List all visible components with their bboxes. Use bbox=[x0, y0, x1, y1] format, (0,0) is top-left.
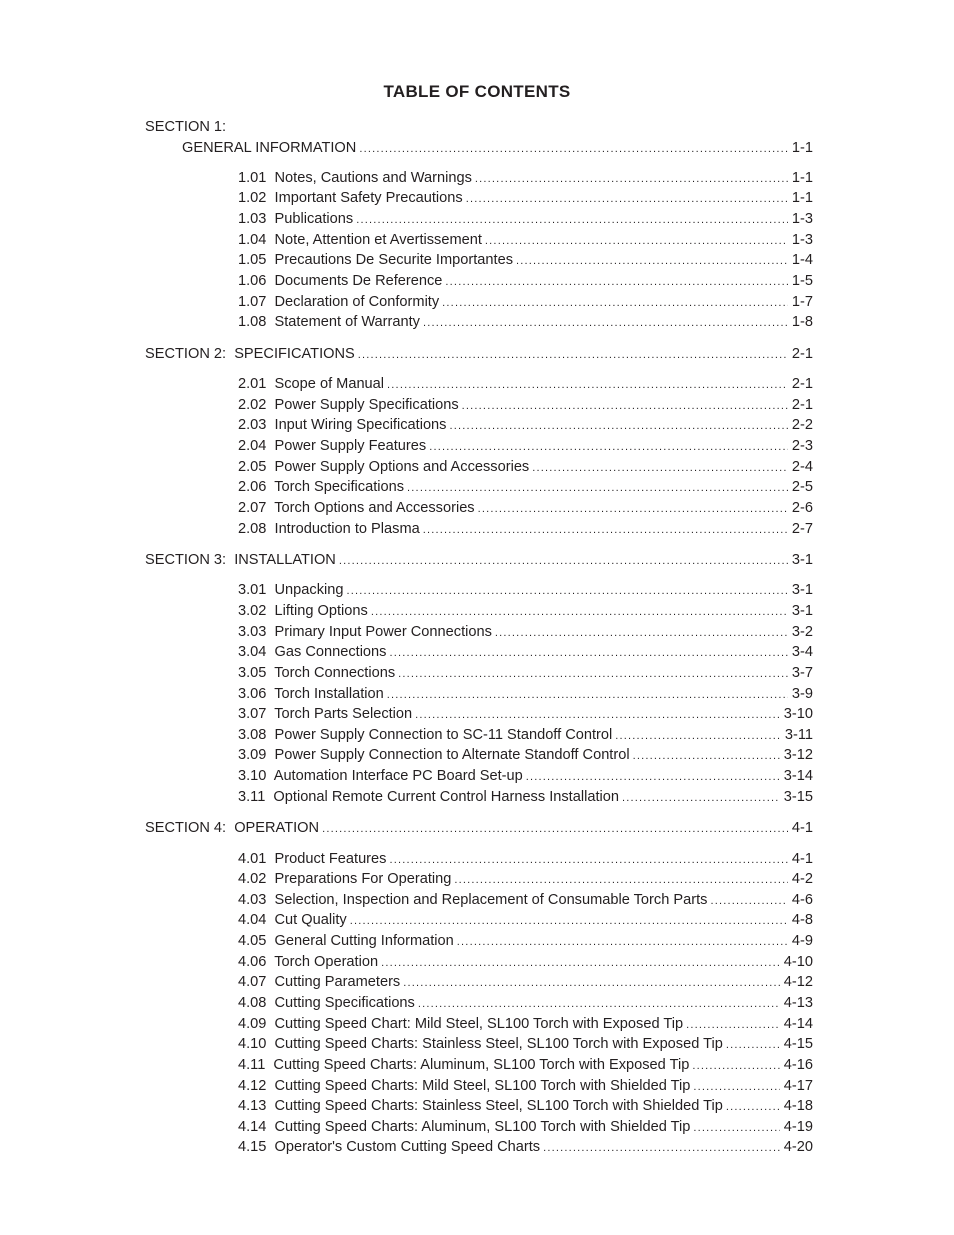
toc-entry[interactable] bbox=[145, 849, 813, 870]
dot-leader bbox=[726, 1097, 780, 1118]
section-entry[interactable] bbox=[145, 818, 813, 839]
section-entry[interactable] bbox=[145, 550, 813, 571]
page-number: 2-1 bbox=[791, 345, 813, 362]
page-number: 1-4 bbox=[791, 252, 813, 269]
dot-leader bbox=[615, 726, 781, 747]
toc-entry[interactable] bbox=[145, 230, 813, 251]
subsection-list bbox=[145, 374, 813, 539]
page-number: 4-18 bbox=[783, 1098, 813, 1115]
toc-entry[interactable] bbox=[145, 415, 813, 436]
toc-entry[interactable] bbox=[145, 642, 813, 663]
entry-title: 3.02 Lifting Options bbox=[238, 602, 368, 619]
toc-entry[interactable] bbox=[145, 519, 813, 540]
toc-entry[interactable] bbox=[145, 1096, 813, 1117]
dot-leader bbox=[389, 643, 787, 664]
dot-leader bbox=[543, 1138, 780, 1159]
dot-leader bbox=[526, 767, 780, 788]
page-number: 3-7 bbox=[791, 664, 813, 681]
dot-leader bbox=[423, 313, 788, 334]
toc-entry[interactable] bbox=[145, 1076, 813, 1097]
toc-entry[interactable] bbox=[145, 498, 813, 519]
page-number: 4-2 bbox=[791, 871, 813, 888]
entry-title: 4.04 Cut Quality bbox=[238, 912, 347, 929]
dot-leader bbox=[346, 581, 787, 602]
entry-title: 3.09 Power Supply Connection to Alternate Standoff Control bbox=[238, 747, 630, 764]
entry-title: 2.04 Power Supply Features bbox=[238, 437, 427, 454]
entry-title: 2.01 Scope of Manual bbox=[238, 376, 385, 393]
dot-leader bbox=[407, 478, 788, 499]
toc-section bbox=[145, 117, 813, 333]
page-number: 4-9 bbox=[791, 933, 813, 950]
dot-leader bbox=[516, 251, 788, 272]
dot-leader bbox=[350, 911, 788, 932]
dot-leader bbox=[359, 139, 788, 160]
toc-entry[interactable] bbox=[145, 374, 813, 395]
toc-entry[interactable] bbox=[145, 972, 813, 993]
toc-entry[interactable] bbox=[145, 271, 813, 292]
dot-leader bbox=[423, 520, 788, 541]
page-number: 3-1 bbox=[791, 552, 813, 569]
page-number: 3-1 bbox=[791, 602, 813, 619]
toc-entry[interactable] bbox=[145, 993, 813, 1014]
toc-entry[interactable] bbox=[145, 931, 813, 952]
toc-entry[interactable] bbox=[145, 457, 813, 478]
toc-section bbox=[145, 818, 813, 1158]
page-number: 3-14 bbox=[783, 768, 813, 785]
subsection-list bbox=[145, 168, 813, 333]
dot-leader bbox=[466, 189, 788, 210]
subsection-list bbox=[145, 580, 813, 807]
dot-leader bbox=[710, 891, 787, 912]
entry-title: 4.12 Cutting Speed Charts: Mild Steel, SL100 Torch with Shielded Tip bbox=[238, 1077, 691, 1094]
entry-title: 1.04 Note, Attention et Avertissement bbox=[238, 231, 482, 248]
toc-entry[interactable] bbox=[145, 188, 813, 209]
dot-leader bbox=[633, 746, 780, 767]
dot-leader bbox=[358, 345, 788, 366]
dot-leader bbox=[381, 953, 780, 974]
page-number: 3-2 bbox=[791, 623, 813, 640]
page-number: 3-11 bbox=[784, 726, 813, 743]
dot-leader bbox=[457, 932, 788, 953]
toc-entry[interactable] bbox=[145, 869, 813, 890]
page-number: 2-7 bbox=[791, 520, 813, 537]
dot-leader bbox=[403, 973, 780, 994]
entry-title: 1.01 Notes, Cautions and Warnings bbox=[238, 169, 472, 186]
toc-section bbox=[145, 550, 813, 807]
dot-leader bbox=[415, 705, 780, 726]
entry-title: 1.05 Precautions De Securite Importantes bbox=[238, 252, 513, 269]
toc-entry[interactable] bbox=[145, 704, 813, 725]
entry-title: 2.07 Torch Options and Accessories bbox=[238, 499, 475, 516]
page-number: 2-6 bbox=[791, 499, 813, 516]
toc-entry[interactable] bbox=[145, 622, 813, 643]
toc-entry[interactable] bbox=[145, 684, 813, 705]
toc-entry[interactable] bbox=[145, 1055, 813, 1076]
page-number: 4-10 bbox=[783, 953, 813, 970]
entry-title: 2.05 Power Supply Options and Accessories bbox=[238, 458, 530, 475]
entry-title: 3.08 Power Supply Connection to SC-11 Standoff Control bbox=[238, 726, 613, 743]
dot-leader bbox=[356, 210, 788, 231]
subsection-list bbox=[145, 849, 813, 1159]
entry-title: 2.03 Input Wiring Specifications bbox=[238, 417, 447, 434]
page-number: 1-3 bbox=[791, 211, 813, 228]
entry-title: 1.02 Important Safety Precautions bbox=[238, 190, 463, 207]
dot-leader bbox=[532, 458, 788, 479]
dot-leader bbox=[454, 870, 788, 891]
page-title: TABLE OF CONTENTS bbox=[383, 82, 571, 101]
dot-leader bbox=[418, 994, 780, 1015]
toc-entry[interactable] bbox=[145, 477, 813, 498]
toc-entry[interactable] bbox=[145, 725, 813, 746]
section-heading: SECTION 1: bbox=[145, 119, 227, 135]
entry-title: 2.02 Power Supply Specifications bbox=[238, 396, 459, 413]
entry-title: 2.08 Introduction to Plasma bbox=[238, 520, 420, 537]
dot-leader bbox=[478, 499, 788, 520]
dot-leader bbox=[693, 1118, 779, 1139]
entry-title: 4.10 Cutting Speed Charts: Stainless Steel, SL100 Torch with Exposed Tip bbox=[238, 1036, 723, 1053]
page-number: 1-3 bbox=[791, 231, 813, 248]
page-number: 4-14 bbox=[783, 1015, 813, 1032]
page-number: 2-1 bbox=[791, 376, 813, 393]
entry-title: 4.11 Cutting Speed Charts: Aluminum, SL100 Torch with Exposed Tip bbox=[238, 1056, 690, 1073]
entry-title: SECTION 4: OPERATION bbox=[145, 820, 320, 837]
dot-leader bbox=[371, 602, 788, 623]
page-number: 4-15 bbox=[783, 1036, 813, 1053]
toc-entry[interactable] bbox=[145, 890, 813, 911]
entry-title: 3.01 Unpacking bbox=[238, 582, 344, 599]
page-number: 3-10 bbox=[783, 706, 813, 723]
entry-title: 4.03 Selection, Inspection and Replacement of Consumable Torch Parts bbox=[238, 891, 708, 908]
dot-leader bbox=[387, 685, 788, 706]
toc-entry[interactable] bbox=[145, 209, 813, 230]
dot-leader bbox=[692, 1056, 779, 1077]
toc-entry[interactable] bbox=[145, 1034, 813, 1055]
entry-title: 4.05 General Cutting Information bbox=[238, 933, 454, 950]
section-entry[interactable] bbox=[145, 344, 813, 365]
dot-leader bbox=[398, 664, 788, 685]
page-number: 3-12 bbox=[783, 747, 813, 764]
dot-leader bbox=[622, 788, 780, 809]
toc-entry[interactable] bbox=[145, 312, 813, 333]
page-number: 4-19 bbox=[783, 1118, 813, 1135]
toc-entry[interactable] bbox=[145, 1137, 813, 1158]
entry-title: 3.11 Optional Remote Current Control Harness Installation bbox=[238, 788, 619, 805]
dot-leader bbox=[686, 1015, 780, 1036]
page-number: 2-5 bbox=[791, 479, 813, 496]
entry-title: 3.07 Torch Parts Selection bbox=[238, 706, 413, 723]
entry-title: 1.03 Publications bbox=[238, 211, 354, 228]
toc-entry[interactable] bbox=[145, 168, 813, 189]
entry-title: 1.06 Documents De Reference bbox=[238, 272, 443, 289]
toc-entry[interactable] bbox=[145, 250, 813, 271]
entry-title: 3.06 Torch Installation bbox=[238, 685, 384, 702]
entry-title: SECTION 3: INSTALLATION bbox=[145, 552, 336, 569]
entry-title: 4.08 Cutting Specifications bbox=[238, 994, 415, 1011]
toc-entry[interactable] bbox=[145, 395, 813, 416]
dot-leader bbox=[442, 293, 788, 314]
dot-leader bbox=[475, 169, 788, 190]
toc-entry[interactable] bbox=[145, 1117, 813, 1138]
page-number: 1-1 bbox=[791, 139, 813, 156]
entry-title: 4.01 Product Features bbox=[238, 850, 387, 867]
entry-title: 3.10 Automation Interface PC Board Set-up bbox=[238, 768, 523, 785]
dot-leader bbox=[693, 1077, 779, 1098]
toc-entry[interactable] bbox=[145, 745, 813, 766]
page-number: 3-4 bbox=[791, 644, 813, 661]
dot-leader bbox=[445, 272, 787, 293]
dot-leader bbox=[449, 416, 787, 437]
entry-title: 1.08 Statement of Warranty bbox=[238, 314, 420, 331]
dot-leader bbox=[726, 1035, 780, 1056]
entry-title: GENERAL INFORMATION bbox=[182, 139, 357, 156]
toc-entry[interactable] bbox=[145, 663, 813, 684]
entry-title: 4.09 Cutting Speed Chart: Mild Steel, SL100 Torch with Exposed Tip bbox=[238, 1015, 684, 1032]
toc-section bbox=[145, 344, 813, 539]
dot-leader bbox=[485, 231, 788, 252]
toc-entry[interactable] bbox=[145, 1014, 813, 1035]
page-number: 4-17 bbox=[783, 1077, 813, 1094]
page-number: 1-7 bbox=[791, 293, 813, 310]
page-number: 1-5 bbox=[791, 272, 813, 289]
page-number: 3-15 bbox=[783, 788, 813, 805]
page-number: 4-12 bbox=[783, 974, 813, 991]
page-number: 2-2 bbox=[791, 417, 813, 434]
toc-entry[interactable] bbox=[145, 436, 813, 457]
section-entry[interactable] bbox=[145, 138, 813, 159]
toc-entry[interactable] bbox=[145, 292, 813, 313]
entry-title: SECTION 2: SPECIFICATIONS bbox=[145, 345, 355, 362]
entry-title: 3.05 Torch Connections bbox=[238, 664, 396, 681]
page-number: 2-1 bbox=[791, 396, 813, 413]
dot-leader bbox=[462, 396, 788, 417]
dot-leader bbox=[429, 437, 788, 458]
page-number: 4-20 bbox=[783, 1139, 813, 1156]
toc-entry[interactable] bbox=[145, 601, 813, 622]
page-number: 4-16 bbox=[783, 1056, 813, 1073]
page-number: 2-4 bbox=[791, 458, 813, 475]
page-number: 1-1 bbox=[791, 190, 813, 207]
page-number: 3-9 bbox=[791, 685, 813, 702]
entry-title: 4.02 Preparations For Operating bbox=[238, 871, 452, 888]
table-of-contents bbox=[145, 117, 813, 1159]
entry-title: 4.15 Operator's Custom Cutting Speed Charts bbox=[238, 1139, 541, 1156]
entry-title: 3.04 Gas Connections bbox=[238, 644, 387, 661]
toc-entry[interactable] bbox=[145, 952, 813, 973]
entry-title: 3.03 Primary Input Power Connections bbox=[238, 623, 492, 640]
page-number: 4-1 bbox=[791, 850, 813, 867]
toc-entry[interactable] bbox=[145, 910, 813, 931]
page-number: 1-8 bbox=[791, 314, 813, 331]
entry-title: 1.07 Declaration of Conformity bbox=[238, 293, 440, 310]
toc-entry[interactable] bbox=[145, 580, 813, 601]
dot-leader bbox=[495, 623, 788, 644]
page-number: 4-6 bbox=[791, 891, 813, 908]
dot-leader bbox=[322, 819, 788, 840]
page-number: 4-13 bbox=[783, 994, 813, 1011]
dot-leader bbox=[387, 375, 788, 396]
page-number: 4-1 bbox=[791, 820, 813, 837]
entry-title: 4.06 Torch Operation bbox=[238, 953, 379, 970]
dot-leader bbox=[389, 850, 787, 871]
page-number: 1-1 bbox=[791, 169, 813, 186]
toc-entry[interactable] bbox=[145, 787, 813, 808]
entry-title: 4.13 Cutting Speed Charts: Stainless Steel, SL100 Torch with Shielded Tip bbox=[238, 1098, 723, 1115]
dot-leader bbox=[339, 551, 788, 572]
entry-title: 2.06 Torch Specifications bbox=[238, 479, 405, 496]
toc-entry[interactable] bbox=[145, 766, 813, 787]
page-number: 2-3 bbox=[791, 437, 813, 454]
page-number: 4-8 bbox=[791, 912, 813, 929]
entry-title: 4.14 Cutting Speed Charts: Aluminum, SL100 Torch with Shielded Tip bbox=[238, 1118, 691, 1135]
entry-title: 4.07 Cutting Parameters bbox=[238, 974, 401, 991]
page-number: 3-1 bbox=[791, 582, 813, 599]
